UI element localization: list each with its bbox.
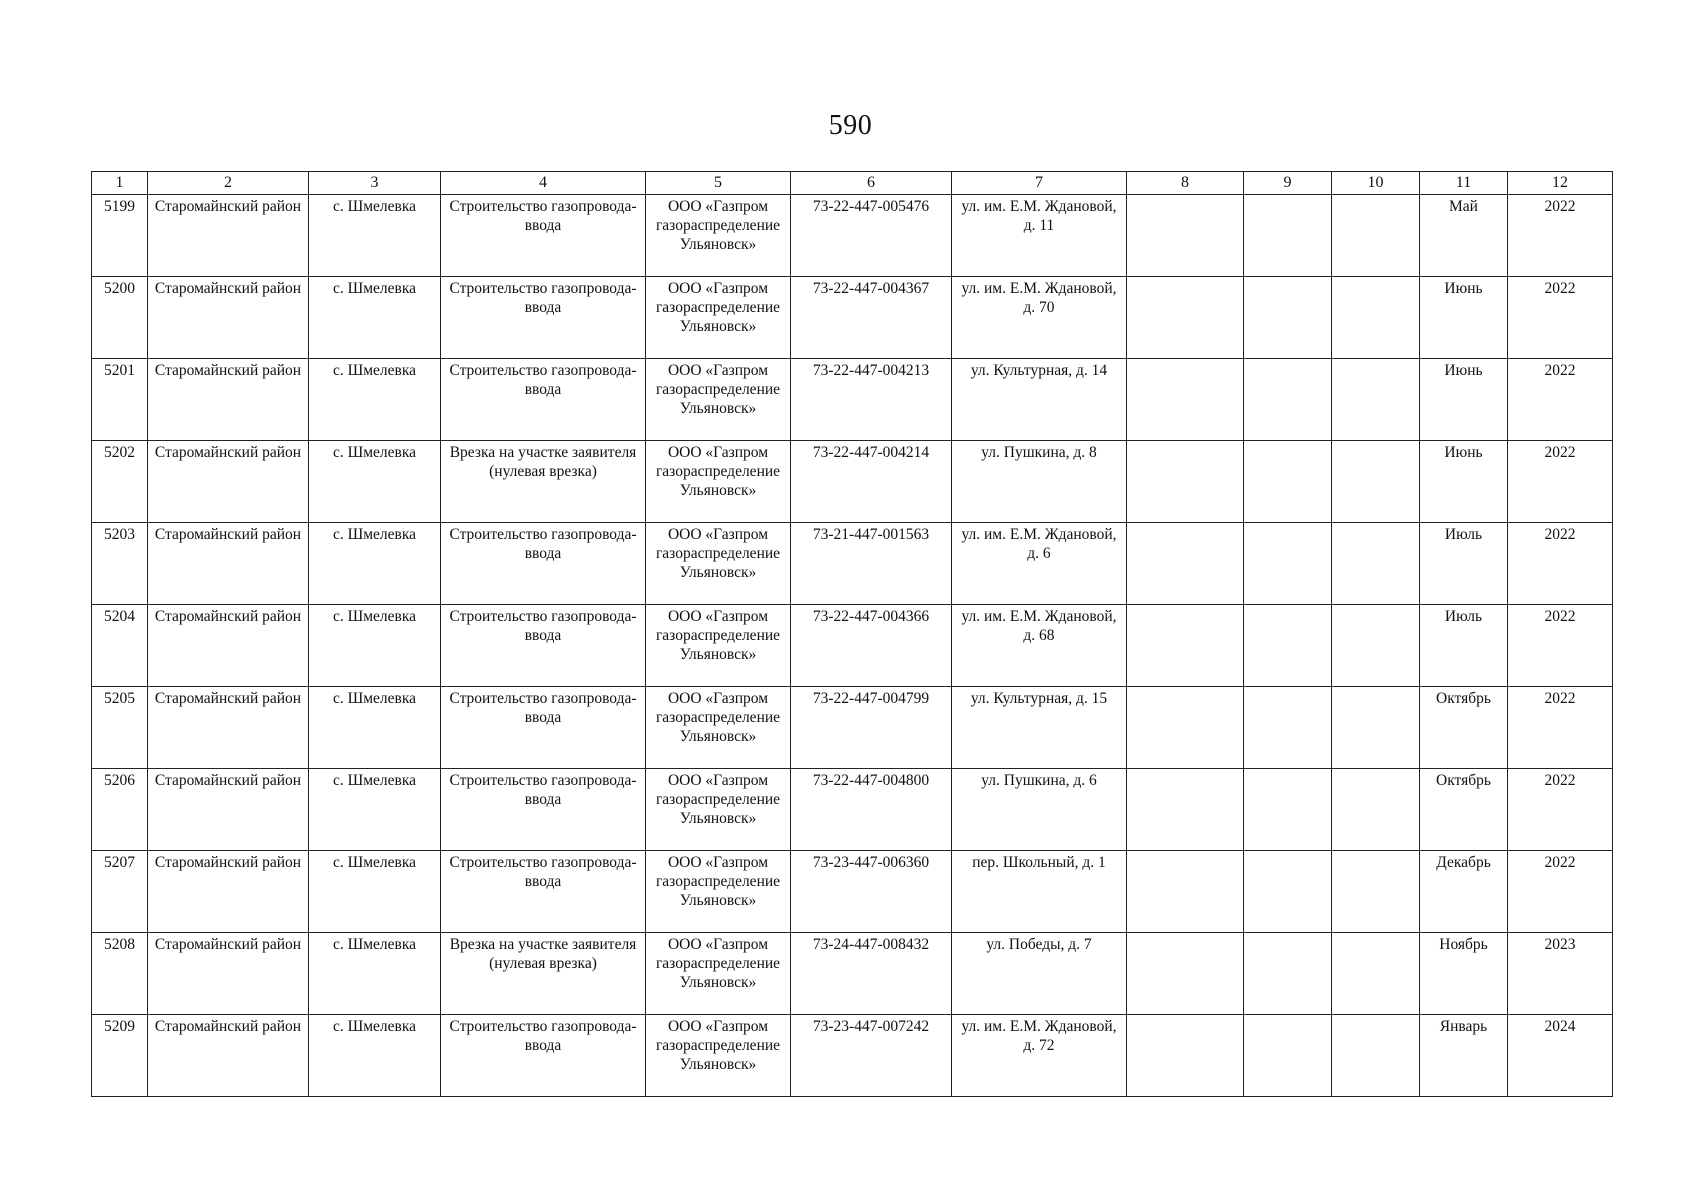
cell-address: ул. им. Е.М. Ждановой, д. 6 (952, 523, 1127, 605)
cell-object-code: 73-24-447-008432 (791, 933, 952, 1015)
cell-month: Октябрь (1420, 769, 1508, 851)
column-number-row (92, 172, 1613, 195)
cell-organization: ООО «Газпром газораспределение Ульяновск» (646, 605, 791, 687)
column-header-5: 5 (646, 172, 791, 195)
cell-column-8-value (1127, 687, 1244, 769)
cell-organization: ООО «Газпром газораспределение Ульяновск» (646, 1015, 791, 1097)
page-number: 590 (828, 110, 873, 141)
cell-record-number: 5200 (92, 277, 148, 359)
cell-month: Октябрь (1420, 687, 1508, 769)
cell-address: ул. Победы, д. 7 (952, 933, 1127, 1015)
table-row (92, 195, 1613, 277)
cell-record-number: 5203 (92, 523, 148, 605)
cell-column-10-value (1332, 523, 1420, 605)
cell-column-10-value (1332, 441, 1420, 523)
table-row (92, 1015, 1613, 1097)
cell-year: 2022 (1508, 359, 1613, 441)
cell-column-8-value (1127, 277, 1244, 359)
cell-month: Июнь (1420, 359, 1508, 441)
table-row (92, 851, 1613, 933)
cell-column-9-value (1244, 687, 1332, 769)
cell-district: Старомайнский район (148, 605, 309, 687)
cell-work-type: Строительство газопровода-ввода (441, 851, 646, 933)
cell-address: пер. Школьный, д. 1 (952, 851, 1127, 933)
cell-settlement: с. Шмелевка (309, 441, 441, 523)
cell-address: ул. им. Е.М. Ждановой, д. 68 (952, 605, 1127, 687)
cell-settlement: с. Шмелевка (309, 195, 441, 277)
table-header (92, 172, 1613, 195)
cell-column-9-value (1244, 605, 1332, 687)
column-header-3: 3 (309, 172, 441, 195)
cell-year: 2023 (1508, 933, 1613, 1015)
table-body (92, 195, 1613, 1097)
cell-column-10-value (1332, 687, 1420, 769)
column-header-1: 1 (92, 172, 148, 195)
cell-organization: ООО «Газпром газораспределение Ульяновск» (646, 277, 791, 359)
cell-district: Старомайнский район (148, 933, 309, 1015)
cell-object-code: 73-21-447-001563 (791, 523, 952, 605)
cell-work-type: Строительство газопровода-ввода (441, 1015, 646, 1097)
cell-district: Старомайнский район (148, 851, 309, 933)
cell-settlement: с. Шмелевка (309, 687, 441, 769)
cell-object-code: 73-22-447-004800 (791, 769, 952, 851)
cell-year: 2022 (1508, 769, 1613, 851)
cell-month: Июнь (1420, 441, 1508, 523)
cell-organization: ООО «Газпром газораспределение Ульяновск» (646, 195, 791, 277)
cell-column-8-value (1127, 195, 1244, 277)
cell-object-code: 73-22-447-005476 (791, 195, 952, 277)
cell-organization: ООО «Газпром газораспределение Ульяновск» (646, 933, 791, 1015)
cell-settlement: с. Шмелевка (309, 1015, 441, 1097)
cell-object-code: 73-22-447-004799 (791, 687, 952, 769)
cell-district: Старомайнский район (148, 687, 309, 769)
cell-object-code: 73-22-447-004367 (791, 277, 952, 359)
cell-record-number: 5204 (92, 605, 148, 687)
cell-column-9-value (1244, 1015, 1332, 1097)
cell-address: ул. Пушкина, д. 6 (952, 769, 1127, 851)
cell-column-9-value (1244, 359, 1332, 441)
cell-settlement: с. Шмелевка (309, 851, 441, 933)
cell-address: ул. им. Е.М. Ждановой, д. 72 (952, 1015, 1127, 1097)
cell-record-number: 5208 (92, 933, 148, 1015)
table-row (92, 687, 1613, 769)
column-header-4: 4 (441, 172, 646, 195)
cell-address: ул. им. Е.М. Ждановой, д. 11 (952, 195, 1127, 277)
cell-column-10-value (1332, 1015, 1420, 1097)
cell-work-type: Врезка на участке заявителя (нулевая врезка) (441, 933, 646, 1015)
cell-column-9-value (1244, 769, 1332, 851)
cell-year: 2022 (1508, 523, 1613, 605)
cell-work-type: Врезка на участке заявителя (нулевая врезка) (441, 441, 646, 523)
table-row (92, 277, 1613, 359)
column-header-11: 11 (1420, 172, 1508, 195)
cell-object-code: 73-22-447-004366 (791, 605, 952, 687)
register-table (91, 171, 1613, 1097)
cell-district: Старомайнский район (148, 1015, 309, 1097)
cell-address: ул. им. Е.М. Ждановой, д. 70 (952, 277, 1127, 359)
column-header-6: 6 (791, 172, 952, 195)
cell-record-number: 5206 (92, 769, 148, 851)
cell-column-9-value (1244, 195, 1332, 277)
cell-column-10-value (1332, 605, 1420, 687)
cell-settlement: с. Шмелевка (309, 523, 441, 605)
cell-column-8-value (1127, 605, 1244, 687)
cell-organization: ООО «Газпром газораспределение Ульяновск» (646, 523, 791, 605)
cell-column-9-value (1244, 933, 1332, 1015)
cell-district: Старомайнский район (148, 195, 309, 277)
column-header-8: 8 (1127, 172, 1244, 195)
cell-settlement: с. Шмелевка (309, 277, 441, 359)
cell-month: Май (1420, 195, 1508, 277)
cell-district: Старомайнский район (148, 523, 309, 605)
cell-organization: ООО «Газпром газораспределение Ульяновск» (646, 441, 791, 523)
cell-column-8-value (1127, 523, 1244, 605)
cell-column-10-value (1332, 277, 1420, 359)
cell-record-number: 5207 (92, 851, 148, 933)
cell-district: Старомайнский район (148, 359, 309, 441)
column-header-7: 7 (952, 172, 1127, 195)
cell-settlement: с. Шмелевка (309, 605, 441, 687)
cell-column-10-value (1332, 933, 1420, 1015)
cell-settlement: с. Шмелевка (309, 933, 441, 1015)
cell-organization: ООО «Газпром газораспределение Ульяновск» (646, 359, 791, 441)
column-header-10: 10 (1332, 172, 1420, 195)
cell-settlement: с. Шмелевка (309, 359, 441, 441)
cell-column-10-value (1332, 851, 1420, 933)
cell-object-code: 73-22-447-004214 (791, 441, 952, 523)
cell-record-number: 5199 (92, 195, 148, 277)
cell-organization: ООО «Газпром газораспределение Ульяновск» (646, 687, 791, 769)
cell-year: 2022 (1508, 851, 1613, 933)
cell-column-8-value (1127, 851, 1244, 933)
cell-work-type: Строительство газопровода-ввода (441, 523, 646, 605)
cell-column-9-value (1244, 441, 1332, 523)
cell-work-type: Строительство газопровода-ввода (441, 687, 646, 769)
cell-record-number: 5201 (92, 359, 148, 441)
cell-organization: ООО «Газпром газораспределение Ульяновск» (646, 769, 791, 851)
table-row (92, 769, 1613, 851)
cell-district: Старомайнский район (148, 441, 309, 523)
table-row (92, 359, 1613, 441)
cell-year: 2022 (1508, 441, 1613, 523)
cell-column-8-value (1127, 359, 1244, 441)
column-header-12: 12 (1508, 172, 1613, 195)
cell-column-9-value (1244, 523, 1332, 605)
cell-organization: ООО «Газпром газораспределение Ульяновск» (646, 851, 791, 933)
cell-month: Июнь (1420, 277, 1508, 359)
cell-year: 2024 (1508, 1015, 1613, 1097)
table-row (92, 523, 1613, 605)
cell-record-number: 5202 (92, 441, 148, 523)
cell-object-code: 73-23-447-006360 (791, 851, 952, 933)
table-row (92, 441, 1613, 523)
cell-address: ул. Пушкина, д. 8 (952, 441, 1127, 523)
cell-district: Старомайнский район (148, 769, 309, 851)
cell-column-9-value (1244, 851, 1332, 933)
cell-month: Декабрь (1420, 851, 1508, 933)
cell-work-type: Строительство газопровода-ввода (441, 359, 646, 441)
cell-settlement: с. Шмелевка (309, 769, 441, 851)
cell-column-8-value (1127, 441, 1244, 523)
cell-month: Июль (1420, 523, 1508, 605)
column-header-2: 2 (148, 172, 309, 195)
cell-year: 2022 (1508, 605, 1613, 687)
cell-year: 2022 (1508, 195, 1613, 277)
cell-column-8-value (1127, 769, 1244, 851)
cell-record-number: 5205 (92, 687, 148, 769)
cell-column-10-value (1332, 769, 1420, 851)
cell-column-10-value (1332, 359, 1420, 441)
cell-work-type: Строительство газопровода-ввода (441, 277, 646, 359)
cell-year: 2022 (1508, 277, 1613, 359)
cell-district: Старомайнский район (148, 277, 309, 359)
cell-address: ул. Культурная, д. 14 (952, 359, 1127, 441)
cell-column-8-value (1127, 1015, 1244, 1097)
cell-column-10-value (1332, 195, 1420, 277)
cell-month: Январь (1420, 1015, 1508, 1097)
cell-month: Июль (1420, 605, 1508, 687)
table-row (92, 933, 1613, 1015)
cell-address: ул. Культурная, д. 15 (952, 687, 1127, 769)
cell-work-type: Строительство газопровода-ввода (441, 769, 646, 851)
cell-work-type: Строительство газопровода-ввода (441, 605, 646, 687)
cell-column-9-value (1244, 277, 1332, 359)
cell-month: Ноябрь (1420, 933, 1508, 1015)
cell-work-type: Строительство газопровода-ввода (441, 195, 646, 277)
table-row (92, 605, 1613, 687)
cell-object-code: 73-23-447-007242 (791, 1015, 952, 1097)
cell-year: 2022 (1508, 687, 1613, 769)
cell-record-number: 5209 (92, 1015, 148, 1097)
column-header-9: 9 (1244, 172, 1332, 195)
cell-column-8-value (1127, 933, 1244, 1015)
cell-object-code: 73-22-447-004213 (791, 359, 952, 441)
